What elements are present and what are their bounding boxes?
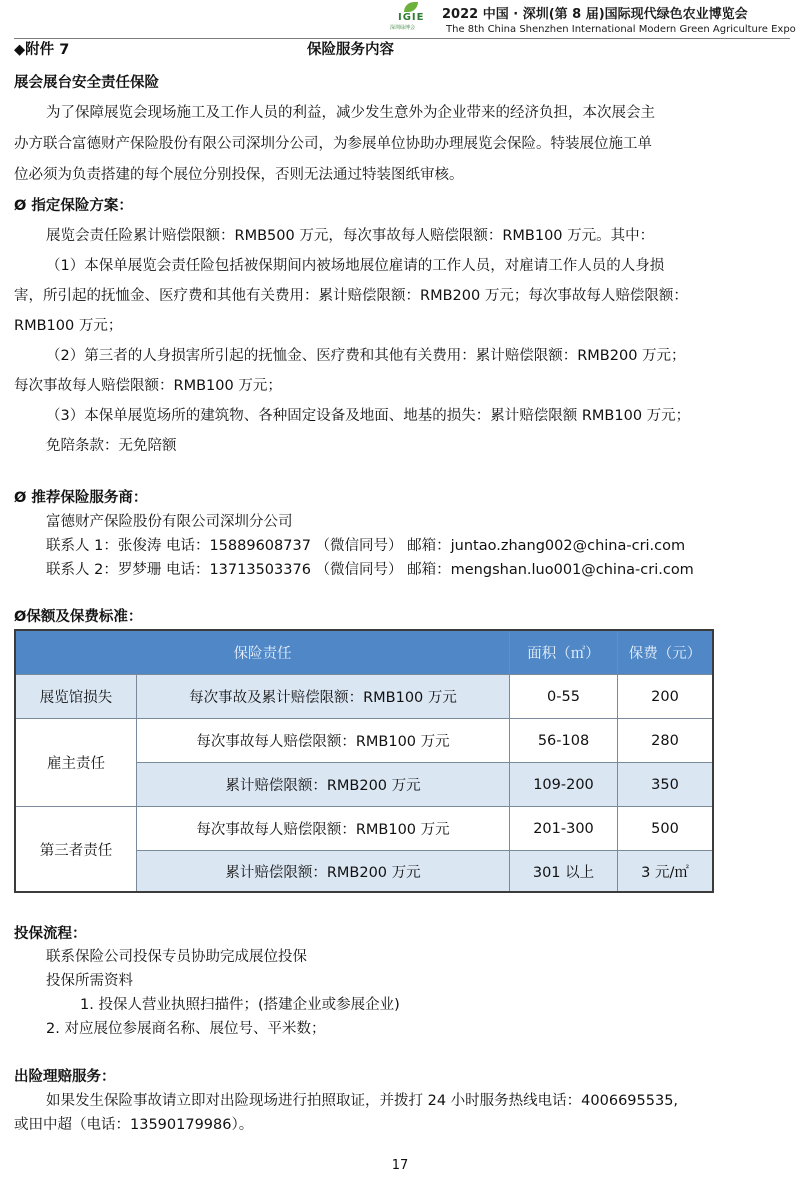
header-divider <box>14 38 790 39</box>
row-fee: 200 <box>618 675 712 719</box>
plan-line: （3）本保单展览场所的建筑物、各种固定设备及地面、地基的损失：累计赔偿限额 RMB100 万元； <box>46 408 691 424</box>
group-third-party-liability: 第三者责任 <box>16 807 137 891</box>
fee-table <box>14 629 714 893</box>
provider-contact-2: 联系人 2：罗梦珊 电话：13713503376 （微信同号） 邮箱：mengshan.luo001@china-cri.com <box>46 562 694 578</box>
section-title-liability: 展会展台安全责任保险 <box>14 75 159 91</box>
row-desc: 每次事故及累计赔偿限额：RMB100 万元 <box>137 675 510 719</box>
fee-title: Ø保额及保费标准： <box>14 609 143 625</box>
claims-line: 如果发生保险事故请立即对出险现场进行拍照取证，并拨打 24 小时服务热线电话：4006695535, <box>46 1093 679 1109</box>
row-fee: 350 <box>618 763 712 807</box>
row-desc: 每次事故每人赔偿限额：RMB100 万元 <box>137 719 510 763</box>
header-title-en: The 8th China Shenzhen International Modern Green Agriculture Expo <box>446 24 796 35</box>
group-employer-liability: 雇主责任 <box>16 719 137 807</box>
row-desc: 累计赔偿限额：RMB200 万元 <box>137 851 510 891</box>
group-hall-loss: 展览馆损失 <box>16 675 137 719</box>
logo-text: IGIE <box>398 12 425 23</box>
row-area: 301 以上 <box>510 851 618 891</box>
plan-line: 每次事故每人赔偿限额：RMB100 万元； <box>14 378 282 394</box>
expo-logo <box>390 2 434 32</box>
plan-line: 免陪条款：无免陪额 <box>46 438 177 454</box>
row-area: 109-200 <box>510 763 618 807</box>
logo-subtext: 深圳绿博会 <box>390 25 416 31</box>
header-title-cn: 2022 中国 · 深圳(第 8 届)国际现代绿色农业博览会 <box>442 7 748 22</box>
page-number: 17 <box>391 1158 409 1173</box>
page-title: 保险服务内容 <box>307 42 394 58</box>
row-desc: 每次事故每人赔偿限额：RMB100 万元 <box>137 807 510 851</box>
intro-line: 为了保障展览会现场施工及工作人员的利益，减少发生意外为企业带来的经济负担，本次展会主 <box>46 105 655 121</box>
plan-line: 害，所引起的抚恤金、医疗费和其他有关费用：累计赔偿限额：RMB200 万元；每次事故每人赔偿限额： <box>14 288 688 304</box>
row-fee: 280 <box>618 719 712 763</box>
table-header-coverage: 保险责任 <box>16 631 510 675</box>
row-fee: 500 <box>618 807 712 851</box>
row-fee: 3 元/㎡ <box>618 851 712 891</box>
plan-line: （1）本保单展览会责任险包括被保期间内被场地展位雇请的工作人员，对雇请工作人员的人身损 <box>46 258 665 274</box>
provider-contact-1: 联系人 1：张俊涛 电话：15889608737 （微信同号） 邮箱：juntao.zhang002@china-cri.com <box>46 538 686 554</box>
plan-line: （2）第三者的人身损害所引起的抚恤金、医疗费和其他有关费用：累计赔偿限额：RMB200 万元； <box>46 348 686 364</box>
row-area: 56-108 <box>510 719 618 763</box>
provider-title: Ø 推荐保险服务商： <box>14 490 148 506</box>
process-item-1: 1. 投保人营业执照扫描件；(搭建企业或参展企业) <box>80 997 400 1013</box>
row-area: 201-300 <box>510 807 618 851</box>
claims-line: 或田中超（电话：13590179986）。 <box>14 1117 254 1133</box>
attachment-label: ◆附件 7 <box>14 42 70 58</box>
process-title: 投保流程： <box>14 926 87 942</box>
process-item-2: 2. 对应展位参展商名称、展位号、平米数； <box>46 1021 326 1037</box>
claims-title: 出险理赔服务： <box>14 1069 116 1085</box>
provider-name: 富德财产保险股份有限公司深圳分公司 <box>46 514 293 530</box>
plan-line: RMB100 万元； <box>14 318 123 334</box>
table-header-area: 面积（㎡） <box>510 631 618 675</box>
leaf-icon <box>404 2 418 12</box>
intro-line: 位必须为负责搭建的每个展位分别投保，否则无法通过特装图纸审核。 <box>14 167 464 183</box>
row-area: 0-55 <box>510 675 618 719</box>
row-desc: 累计赔偿限额：RMB200 万元 <box>137 763 510 807</box>
process-line: 投保所需资料 <box>46 973 133 989</box>
intro-line: 办方联合富德财产保险股份有限公司深圳分公司，为参展单位协助办理展览会保险。特装展位施工单 <box>14 136 652 152</box>
plan-line: 展览会责任险累计赔偿限额：RMB500 万元，每次事故每人赔偿限额：RMB100 万元。其中： <box>46 228 655 244</box>
table-header-fee: 保费（元） <box>618 631 712 675</box>
process-line: 联系保险公司投保专员协助完成展位投保 <box>46 949 307 965</box>
plan-title: Ø 指定保险方案： <box>14 198 133 214</box>
